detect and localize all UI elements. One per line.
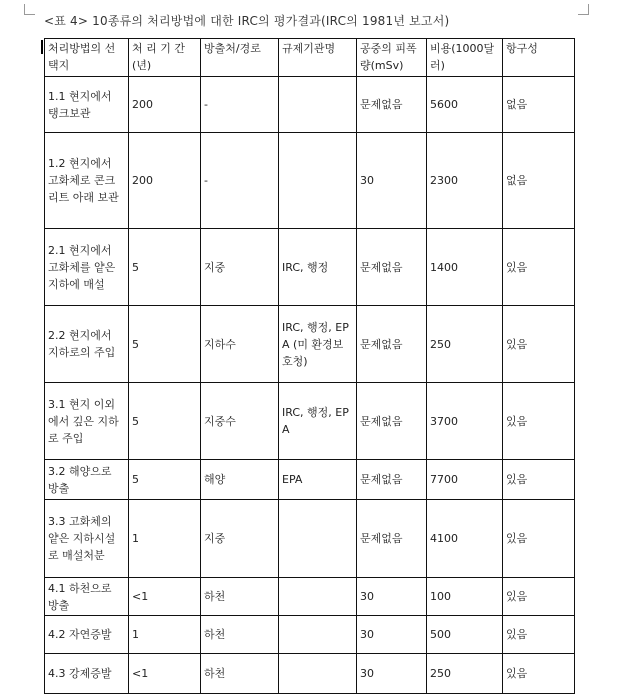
cell-cost: 5600 xyxy=(427,77,503,133)
cell-dose: 문제없음 xyxy=(357,500,427,578)
cell-method: 3.3 고화체의 얕은 지하시설로 매설처분 xyxy=(45,500,129,578)
evaluation-table xyxy=(44,38,575,694)
cell-method: 3.1 현지 이외에서 깊은 지하로 주입 xyxy=(45,383,129,460)
header-period: 처 리 기 간 (년) xyxy=(129,39,201,77)
cell-release: 해양 xyxy=(201,460,279,500)
cell-period: 5 xyxy=(129,460,201,500)
cell-method: 1.1 현지에서 탱크보관 xyxy=(45,77,129,133)
cell-agency: IRC, 행정, EPA (미 환경보호청) xyxy=(279,306,357,383)
cell-dose: 문제없음 xyxy=(357,229,427,306)
cell-period: 200 xyxy=(129,77,201,133)
cell-cost: 3700 xyxy=(427,383,503,460)
cell-cost: 250 xyxy=(427,306,503,383)
table-row xyxy=(45,77,575,133)
cell-dose: 30 xyxy=(357,616,427,654)
cell-agency: EPA xyxy=(279,460,357,500)
cell-release: - xyxy=(201,77,279,133)
cell-cost: 500 xyxy=(427,616,503,654)
table-row xyxy=(45,654,575,694)
cell-permanence: 없음 xyxy=(503,133,575,229)
page-corner-mark-right xyxy=(578,4,589,15)
cell-agency xyxy=(279,133,357,229)
cell-permanence: 있음 xyxy=(503,383,575,460)
header-release: 방출처/경로 xyxy=(201,39,279,77)
header-row xyxy=(45,39,575,77)
cell-release: 지중 xyxy=(201,500,279,578)
cell-method: 4.2 자연증발 xyxy=(45,616,129,654)
cell-permanence: 없음 xyxy=(503,77,575,133)
table-caption: <표 4> 10종류의 처리방법에 대한 IRC의 평가결과(IRC의 1981년 보고서) xyxy=(44,14,450,28)
cell-dose: 문제없음 xyxy=(357,383,427,460)
cell-dose: 30 xyxy=(357,578,427,616)
table-row xyxy=(45,229,575,306)
cell-release: 지중 xyxy=(201,229,279,306)
cell-cost: 100 xyxy=(427,578,503,616)
cell-release: - xyxy=(201,133,279,229)
cell-period: <1 xyxy=(129,654,201,694)
cell-cost: 250 xyxy=(427,654,503,694)
table-row xyxy=(45,133,575,229)
cell-permanence: 있음 xyxy=(503,616,575,654)
cell-cost: 4100 xyxy=(427,500,503,578)
cell-release: 하천 xyxy=(201,654,279,694)
cell-dose: 문제없음 xyxy=(357,77,427,133)
cell-release: 지중수 xyxy=(201,383,279,460)
cell-period: 200 xyxy=(129,133,201,229)
page-corner-mark-left xyxy=(24,4,35,15)
table-row xyxy=(45,616,575,654)
cell-agency xyxy=(279,77,357,133)
header-dose: 공중의 피폭량(mSv) xyxy=(357,39,427,77)
cell-permanence: 있음 xyxy=(503,306,575,383)
table-row xyxy=(45,500,575,578)
cell-agency: IRC, 행정, EPA xyxy=(279,383,357,460)
cell-agency xyxy=(279,654,357,694)
table-row xyxy=(45,578,575,616)
cell-method: 1.2 현지에서 고화체로 콘크리트 아래 보관 xyxy=(45,133,129,229)
cell-period: 1 xyxy=(129,500,201,578)
table-row xyxy=(45,306,575,383)
cell-period: 5 xyxy=(129,229,201,306)
cell-permanence: 있음 xyxy=(503,500,575,578)
cell-method: 3.2 해양으로 방출 xyxy=(45,460,129,500)
header-agency: 규제기관명 xyxy=(279,39,357,77)
cell-period: <1 xyxy=(129,578,201,616)
cell-release: 지하수 xyxy=(201,306,279,383)
cell-method: 2.2 현지에서 지하로의 주입 xyxy=(45,306,129,383)
text-cursor xyxy=(41,40,43,54)
cell-cost: 2300 xyxy=(427,133,503,229)
cell-method: 4.1 하천으로 방출 xyxy=(45,578,129,616)
cell-agency: IRC, 행정 xyxy=(279,229,357,306)
cell-period: 5 xyxy=(129,383,201,460)
cell-cost: 7700 xyxy=(427,460,503,500)
cell-release: 하천 xyxy=(201,616,279,654)
cell-permanence: 있음 xyxy=(503,229,575,306)
cell-dose: 30 xyxy=(357,654,427,694)
cell-permanence: 있음 xyxy=(503,460,575,500)
cell-method: 4.3 강제증발 xyxy=(45,654,129,694)
cell-dose: 문제없음 xyxy=(357,460,427,500)
cell-period: 5 xyxy=(129,306,201,383)
table-row xyxy=(45,383,575,460)
cell-permanence: 있음 xyxy=(503,578,575,616)
cell-period: 1 xyxy=(129,616,201,654)
cell-agency xyxy=(279,500,357,578)
cell-permanence: 있음 xyxy=(503,654,575,694)
cell-release: 하천 xyxy=(201,578,279,616)
table-row xyxy=(45,460,575,500)
cell-dose: 30 xyxy=(357,133,427,229)
header-permanence: 항구성 xyxy=(503,39,575,77)
cell-agency xyxy=(279,616,357,654)
cell-cost: 1400 xyxy=(427,229,503,306)
cell-method: 2.1 현지에서 고화체를 얕은 지하에 매설 xyxy=(45,229,129,306)
cell-agency xyxy=(279,578,357,616)
header-method: 처리방법의 선택지 xyxy=(45,39,129,77)
cell-dose: 문제없음 xyxy=(357,306,427,383)
header-cost: 비용(1000달러) xyxy=(427,39,503,77)
